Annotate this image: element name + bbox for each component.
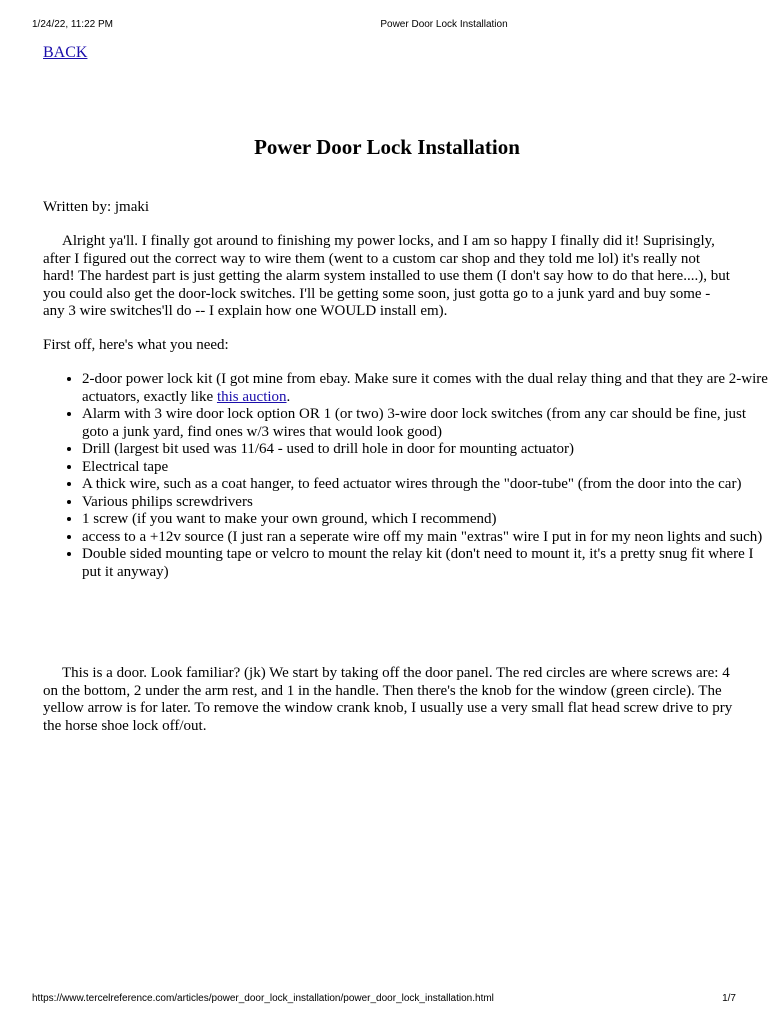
list-item: • Various philips screwdrivers — [82, 494, 768, 512]
list-item: • access to a +12v source (I just ran a seperate wire off my main "extras" wire I put in for my neon lights and such) — [82, 529, 768, 547]
door-paragraph: This is a door. Look familiar? (jk) We start by taking off the door panel. The red circles are where screws are: 4 on the bottom, 2 under the arm rest, and 1 in the handle. Then there's the knob for the window (green circle). The yellow arrow is for later. To remove the window crank knob, I usually use a very small flat head screw drive to pry the horse shoe lock off/out. — [43, 665, 733, 734]
needs-heading: First off, here's what you need: — [43, 337, 229, 353]
list-item — [82, 371, 768, 406]
list-item: • Drill (largest bit used was 11/64 - used to drill hole in door for mounting actuator) — [82, 441, 768, 459]
list-item-text: 2-door power lock kit (I got mine from ebay. Make sure it comes with the dual relay thing and that they are 2-wire actuators, exactly like — [82, 371, 768, 405]
page-number: 1/7 — [722, 993, 736, 1004]
list-item-text: . — [286, 388, 291, 405]
intro-paragraph: Alright ya'll. I finally got around to finishing my power locks, and I am so happy I finally did it! Suprisingly, after I figured out the correct way to wire them (went to a custom car shop and they told me lol) it's really not hard! The hardest part is just getting the alarm system installed to use them (I don't say how to do that here....), but you could also get the door-lock switches. I'll be getting some soon, just gotta go to a junk yard and buy some - any 3 wire switches'll do -- I explain how one WOULD install em). — [43, 233, 730, 319]
page-title: Power Door Lock Installation — [254, 135, 520, 159]
print-url: https://www.tercelreference.com/articles/power_door_lock_installation/power_door_lock_installation.html — [32, 993, 494, 1004]
list-item: • 1 screw (if you want to make your own ground, which I recommend) — [82, 511, 768, 529]
auction-link[interactable]: this auction — [216, 388, 287, 405]
list-item: • A thick wire, such as a coat hanger, to feed actuator wires through the "door-tube" (from the door into the car) — [82, 476, 768, 494]
list-item: • Electrical tape — [82, 459, 768, 477]
print-title: Power Door Lock Installation — [380, 19, 508, 30]
byline: Written by: jmaki — [43, 199, 150, 215]
print-datetime: 1/24/22, 11:22 PM — [32, 19, 113, 30]
back-link[interactable]: BACK — [43, 44, 88, 61]
list-item: • Alarm with 3 wire door lock option OR 1 (or two) 3-wire door lock switches (from any car should be fine, just goto a junk yard, find ones w/3 wires that would look good) — [82, 406, 768, 441]
needs-list — [43, 371, 768, 581]
list-item: • Double sided mounting tape or velcro to mount the relay kit (don't need to mount it, it's a pretty snug fit where I put it anyway) — [82, 546, 768, 581]
article — [43, 44, 768, 734]
